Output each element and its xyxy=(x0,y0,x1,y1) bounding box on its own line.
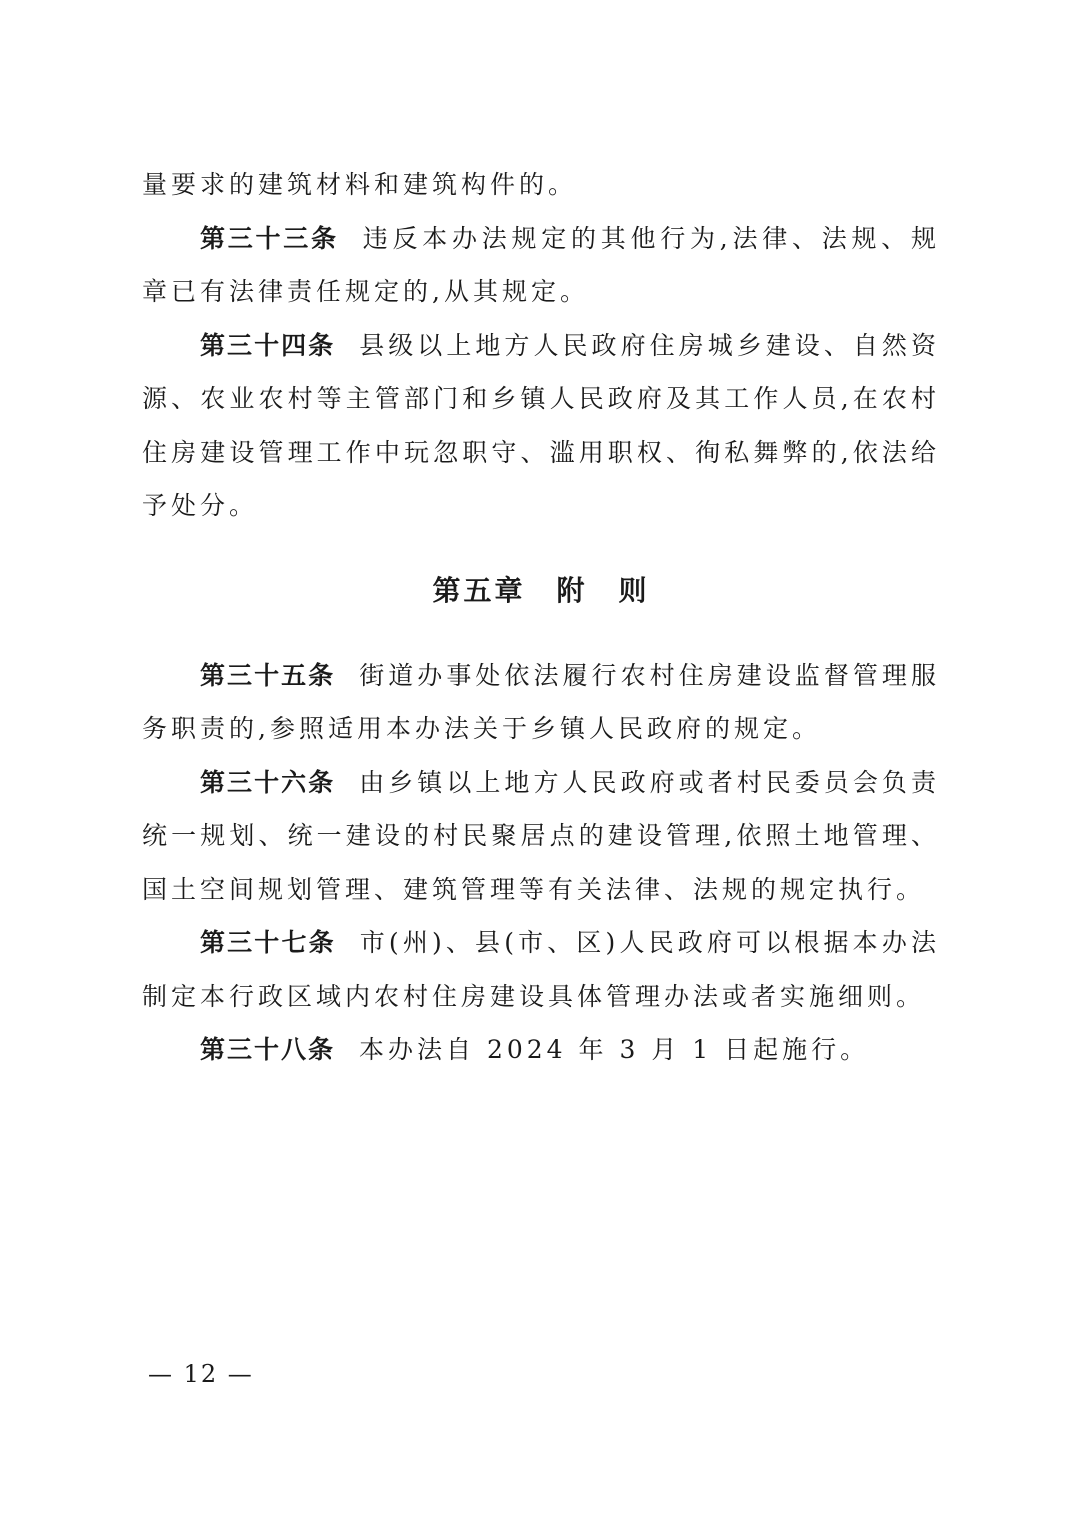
article-number: 第三十四条 xyxy=(200,330,336,360)
paragraph-text: 量要求的建筑材料和建筑构件的。 xyxy=(142,170,578,199)
article-35 xyxy=(142,649,940,756)
article-number: 第三十六条 xyxy=(200,767,336,797)
article-text: 本办法自 2024 年 3 月 1 日起施行。 xyxy=(359,1035,870,1064)
chapter-title: 第五章 附 则 xyxy=(432,573,650,607)
article-text: 由乡镇以上地方人民政府或者村民委员会负责统一规划、统一建设的村民聚居点的建设管理,依照土地管理、国土空间规划管理、建筑管理等有关法律、法规的规定执行。 xyxy=(142,767,940,904)
article-37 xyxy=(142,916,940,1023)
article-38 xyxy=(142,1023,940,1077)
article-text: 市(州)、县(市、区)人民政府可以根据本办法制定本行政区域内农村住房建设具体管理办法或者实施细则。 xyxy=(142,928,940,1011)
article-text: 违反本办法规定的其他行为,法律、法规、规章已有法律责任规定的,从其规定。 xyxy=(142,223,940,306)
page-number: — 12 — xyxy=(148,1360,254,1388)
page-content xyxy=(142,158,940,1077)
continuation-paragraph xyxy=(142,158,940,212)
article-36 xyxy=(142,756,940,917)
article-number: 第三十三条 xyxy=(200,223,339,253)
article-number: 第三十七条 xyxy=(200,928,336,957)
article-number: 第三十五条 xyxy=(200,660,336,690)
article-text: 县级以上地方人民政府住房城乡建设、自然资源、农业农村等主管部门和乡镇人民政府及其工作人员,在农村住房建设管理工作中玩忽职守、滥用职权、徇私舞弊的,依法给予处分。 xyxy=(142,330,940,520)
article-34 xyxy=(142,319,940,533)
article-number: 第三十八条 xyxy=(200,1035,336,1064)
article-text: 街道办事处依法履行农村住房建设监督管理服务职责的,参照适用本办法关于乡镇人民政府的规定。 xyxy=(142,660,940,743)
article-33 xyxy=(142,212,940,319)
